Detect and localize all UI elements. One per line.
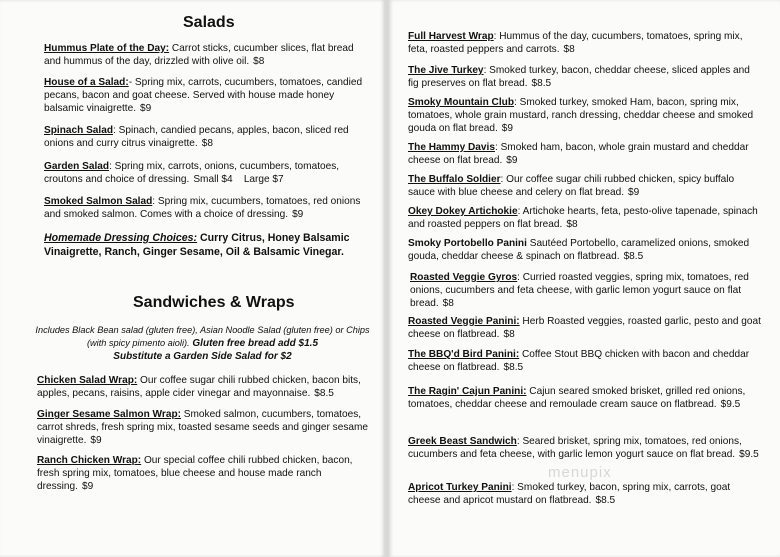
item-price: $9 — [140, 103, 152, 114]
item-desc: : Hummus of the day, cucumbers, tomatoes, spring mix, feta, roasted peppers and carrots. — [408, 31, 743, 55]
item-price: $8.5 — [595, 495, 616, 506]
menu-item-chicken-salad-wrap — [37, 374, 370, 400]
menu-item-ranch-chicken-wrap — [37, 454, 370, 493]
sides-note-aioli: (with spicy pimento aioli). — [86, 338, 190, 348]
item-desc: : Our coffee sugar chili rubbed chicken, spicy buffalo sauce with blue cheese and celery on flat bread. — [408, 174, 735, 198]
item-name: The Jive Turkey — [408, 65, 484, 76]
item-desc: : Curried roasted veggies, spring mix, tomatoes, red onions, cucumbers and feta cheese, with garlic lemon yogurt sauce on flat bread. — [410, 272, 749, 309]
item-desc: Our special coffee chili rubbed chicken, bacon, fresh spring mix, tomatoes, blue cheese and house made ranch dressing. — [37, 455, 353, 492]
item-desc: Smoked salmon, cucumbers, tomatoes, carrot shreds, fresh spring mix, toasted sesame seeds and ginger sesame vinaigrette. — [37, 409, 369, 446]
item-price: $9 — [292, 209, 304, 220]
menu-item-smoked-salmon-salad — [44, 195, 369, 221]
item-name: Roasted Veggie Gyros — [410, 272, 518, 283]
item-price: $8.5 — [314, 388, 334, 399]
item-price: $8 — [566, 219, 578, 230]
menu-item-garden-salad — [44, 160, 369, 186]
item-name: Smoky Portobello Panini — [408, 238, 527, 249]
menu-item-hummus-plate — [44, 42, 369, 68]
item-name: The Buffalo Soldier — [408, 174, 501, 185]
item-name: The Hammy Davis — [408, 142, 495, 153]
item-name: Okey Dokey Artichokie — [408, 206, 518, 217]
menu-item-hammy-davis — [408, 141, 763, 167]
item-name: House of a Salad: — [44, 77, 129, 88]
menu-item-apricot-turkey-panini — [408, 481, 763, 507]
item-price: $9 — [81, 481, 94, 492]
item-price: $8.5 — [503, 362, 524, 373]
menu-item-roasted-veggie-panini — [408, 315, 763, 341]
menu-item-jive-turkey — [408, 64, 763, 90]
item-price: $8 — [503, 329, 515, 340]
item-desc: : Smoked turkey, bacon, spring mix, carrots, goat cheese and apricot mustard on flatbread. — [408, 482, 731, 506]
item-desc: - Spring mix, carrots, cucumbers, tomatoes, candied pecans, bacon and goat cheese. Served with house made honey balsamic vinaigrette. — [44, 77, 363, 114]
menu-item-house-salad — [44, 76, 369, 115]
item-desc: : Spring mix, cucumbers, tomatoes, red onions and smoked salmon. Comes with a choice of dressing. — [44, 196, 361, 220]
item-name: Spinach Salad — [44, 125, 113, 136]
garden-salad-substitute: Substitute a Garden Side Salad for $2 — [113, 351, 292, 362]
menu-item-buffalo-soldier — [408, 173, 763, 199]
item-price: $8 — [563, 44, 575, 55]
item-name: Hummus Plate of the Day: — [44, 43, 170, 54]
item-desc: Herb Roasted veggies, roasted garlic, pesto and goat cheese on flatbread. — [408, 316, 761, 340]
menu-item-ragin-cajun-panini — [408, 385, 763, 411]
item-desc: Cajun seared smoked brisket, grilled red onions, tomatoes, cheddar cheese and remoulade cream sauce on flatbread. — [408, 386, 746, 410]
sides-note-line2 — [30, 337, 375, 350]
item-desc: : Seared brisket, spring mix, tomatoes, red onions, cucumbers and feta cheese, with garlic lemon yogurt sauce on flat bread. — [408, 436, 742, 460]
item-name: Smoky Mountain Club — [408, 97, 514, 108]
item-price: $8 — [253, 56, 265, 67]
gluten-free-note: Gluten free bread add $1.5 — [189, 338, 318, 349]
item-price: $9 — [501, 123, 514, 134]
dressing-label: Homemade Dressing Choices: — [44, 232, 198, 244]
item-price: Small $4 Large $7 — [193, 174, 284, 185]
sides-note-line1: Includes Black Bean salad (gluten free), Asian Noodle Salad (gluten free) or Chips — [35, 325, 370, 335]
item-desc: : Spring mix, carrots, onions, cucumbers, tomatoes, croutons and choice of dressing. — [44, 161, 340, 185]
item-price: $8.5 — [531, 78, 552, 89]
menu-item-ginger-sesame-salmon-wrap — [37, 408, 370, 447]
item-price: $9.5 — [720, 399, 741, 410]
item-desc: Coffee Stout BBQ chicken with bacon and cheddar cheese on flatbread. — [408, 349, 750, 373]
item-desc: : Smoked ham, bacon, whole grain mustard and cheddar cheese on flat bread. — [408, 142, 749, 166]
sides-note — [30, 324, 375, 363]
item-name: Apricot Turkey Panini — [408, 482, 512, 493]
menu-item-smoky-portobello-panini — [408, 237, 763, 263]
menu-item-okey-dokey-artichokie — [408, 205, 763, 231]
item-price: $8 — [201, 138, 213, 149]
item-price: $9 — [506, 155, 518, 166]
item-name: Ranch Chicken Wrap: — [37, 455, 142, 466]
item-name: Greek Beast Sandwich — [408, 436, 517, 447]
sandwiches-title: Sandwiches & Wraps — [133, 294, 295, 311]
item-name: The Ragin' Cajun Panini: — [408, 386, 527, 397]
menu-item-bbqd-bird-panini — [408, 348, 763, 374]
item-name: Ginger Sesame Salmon Wrap: — [37, 409, 181, 420]
item-name: Garden Salad — [44, 161, 110, 172]
watermark: menupix — [548, 464, 612, 481]
item-price: $8.5 — [623, 251, 644, 262]
item-desc: : Artichoke hearts, feta, pesto-olive tapenade, spinach and roasted peppers on flat bread. — [408, 206, 758, 230]
item-name: Smoked Salmon Salad — [44, 196, 153, 207]
menu-item-smoky-mountain-club — [408, 96, 763, 135]
item-desc: : Smoked turkey, bacon, cheddar cheese, sliced apples and fig preserves on flat bread. — [408, 65, 750, 89]
item-name: Roasted Veggie Panini: — [408, 316, 520, 327]
item-desc: Sautéed Portobello, caramelized onions, smoked gouda, cheddar cheese & spinach on flatbread. — [408, 238, 750, 262]
item-name: The BBQ'd Bird Panini: — [408, 349, 520, 360]
item-price: $8 — [442, 298, 454, 309]
menu-item-roasted-veggie-gyros — [410, 271, 763, 310]
item-price: $9.5 — [739, 449, 759, 460]
dressing-list: Curry Citrus, Honey Balsamic Vinaigrette, Ranch, Ginger Sesame, Oil & Balsamic Vinegar. — [44, 232, 350, 258]
item-desc: : Spinach, candied pecans, apples, bacon, sliced red onions and curry citrus vinaigrette. — [44, 125, 349, 149]
menu-item-greek-beast-sandwich — [408, 435, 763, 461]
item-price: $9 — [90, 435, 102, 446]
item-name: Full Harvest Wrap — [408, 31, 494, 42]
item-name: Chicken Salad Wrap: — [37, 375, 138, 386]
menu-item-full-harvest-wrap — [408, 30, 763, 56]
item-desc: : Smoked turkey, smoked Ham, bacon, spring mix, tomatoes, whole grain mustard, ranch dressing, cheddar cheese and smoked gouda on flat bread. — [408, 97, 754, 134]
dressing-choices — [44, 231, 369, 259]
item-desc: Carrot sticks, cucumber slices, flat bread and hummus of the day, drizzled with olive oil. — [44, 43, 354, 67]
menu-item-spinach-salad — [44, 124, 369, 150]
item-price: $9 — [628, 187, 640, 198]
item-desc: Our coffee sugar chili rubbed chicken, bacon bits, apples, pecans, raisins, apple cider vinegar and mayonnaise. — [37, 375, 361, 399]
salads-title: Salads — [183, 14, 235, 31]
